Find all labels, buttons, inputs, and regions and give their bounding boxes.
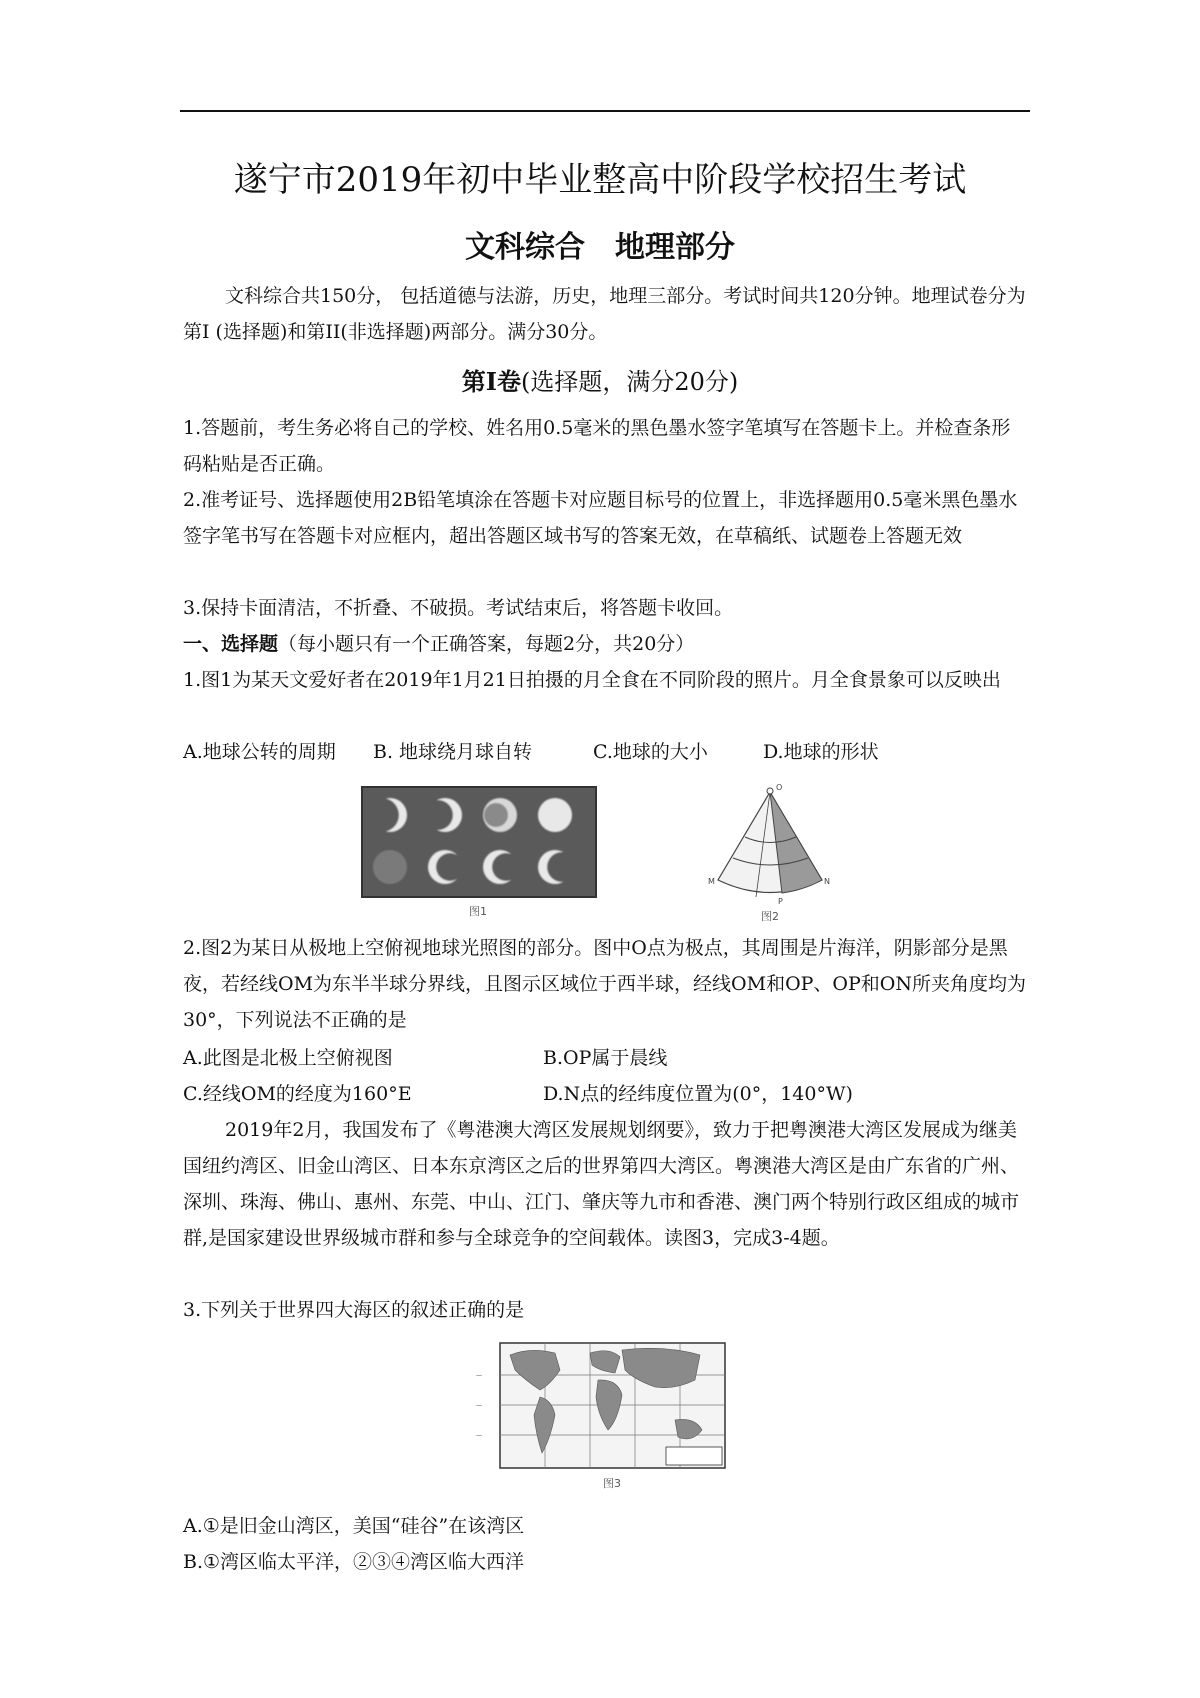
part-heading-bold: 一、选择题 — [183, 633, 279, 655]
fig2-caption: 图2 — [761, 910, 779, 923]
q1-option-b: B. 地球绕月球自转 — [373, 741, 533, 763]
svg-text:—: — — [476, 1372, 482, 1379]
pole-point — [767, 788, 773, 794]
q2-option-b: B.OP属于晨线 — [543, 1047, 668, 1069]
figure-1-eclipse-photos — [360, 785, 600, 920]
q2-option-c: C.经线OM的经度为160°E — [183, 1083, 412, 1105]
q3-stem: 3.下列关于世界四大海区的叙述正确的是 — [183, 1299, 525, 1321]
q2-options-row1 — [183, 1040, 1028, 1076]
q2-option-a: A.此图是北极上空俯视图 — [183, 1047, 393, 1069]
q2-options-row2 — [183, 1076, 1028, 1112]
note-2: 2.准考证号、选择题使用2B铅笔填涂在答题卡对应题目标号的位置上，非选择题用0.5毫米黑色墨水签字笔书写在答题卡对应框内，超出答题区域书写的答案无效，在草稿纸、试题卷上答题无效 — [183, 489, 1018, 547]
q1-stem: 1.图1为某天文爱好者在2019年1月21日拍摄的月全食在不同阶段的照片。月全食景象可以反映出 — [183, 669, 1001, 691]
moon-phase-4 — [538, 798, 572, 832]
map-legend — [666, 1447, 722, 1465]
section-heading-rest: (选择题，满分20分) — [520, 368, 739, 396]
q2-stem: 2.图2为某日从极地上空俯视地球光照图的部分。图中O点为极点，其周围是片海洋，阴影部分是黑夜，若经线OM为东半半球分界线，且图示区域位于西半球，经线OM和OP、OP和ON所夹角度均为30°，下列说法不正确的是 — [183, 937, 1026, 1031]
section-heading-bold: 第Ⅰ卷 — [461, 367, 521, 396]
fig2-label-n: N — [824, 877, 830, 886]
figure-3-world-map — [470, 1335, 735, 1495]
svg-text:—: — — [476, 1402, 482, 1409]
fig2-label-m: M — [708, 877, 715, 886]
note-1: 1.答题前，考生务必将自己的学校、姓名用0.5毫米的黑色墨水签字笔填写在答题卡上。并检查条形码粘贴是否正确。 — [183, 417, 1011, 475]
fig2-label-o: O — [776, 783, 783, 792]
svg-text:—: — — [476, 1432, 482, 1439]
part-heading — [183, 626, 1028, 662]
q2-option-d: D.N点的经纬度位置为(0°，140°W) — [543, 1083, 853, 1105]
part-heading-rest: （每小题只有一个正确答案，每题2分，共20分） — [278, 633, 695, 655]
q1-option-c: C.地球的大小 — [593, 741, 708, 763]
header-rule — [180, 110, 1030, 112]
fig2-label-p: P — [778, 897, 783, 906]
fig3-caption: 图3 — [603, 1477, 621, 1490]
bay-area-passage: 2019年2月，我国发布了《粤港澳大湾区发展规划纲要》，致力于把粤澳港大湾区发展成为继美国纽约湾区、旧金山湾区、日本东京湾区之后的世界第四大湾区。粤澳港大湾区是由广东省的广州、深圳、珠海、佛山、惠州、东莞、中山、江门、肇庆等九市和香港、澳门两个特别行政区组成的城市群,是国家建设世界级城市群和参与全球竞争的空间载体。读图3，完成3-4题。 — [183, 1119, 1020, 1249]
intro-paragraph: 文科综合共150分， 包括道德与法游，历史，地理三部分。考试时间共120分钟。地理试卷分为第Ⅰ (选择题)和第II(非选择题)两部分。满分30分。 — [183, 285, 1026, 343]
exam-title: 遂宁市2019年初中毕业整高中阶段学校招生考试 — [233, 160, 967, 200]
q1-option-a: A.地球公转的周期 — [183, 741, 336, 763]
figure-2-polar-view — [700, 780, 840, 925]
fig1-caption: 图1 — [469, 905, 487, 918]
section-heading — [0, 362, 1200, 397]
q1-options — [183, 734, 1028, 770]
q1-option-d: D.地球的形状 — [763, 741, 879, 763]
exam-subtitle: 文科综合 地理部分 — [465, 230, 735, 265]
note-3: 3.保持卡面清洁，不折叠、不破损。考试结束后，将答题卡收回。 — [183, 597, 734, 619]
moon-phase-5 — [373, 850, 407, 884]
q3-option-a: A.①是旧金山湾区，美国“硅谷”在该湾区 — [183, 1515, 525, 1537]
q3-option-b: B.①湾区临太平洋，②③④湾区临大西洋 — [183, 1551, 525, 1573]
